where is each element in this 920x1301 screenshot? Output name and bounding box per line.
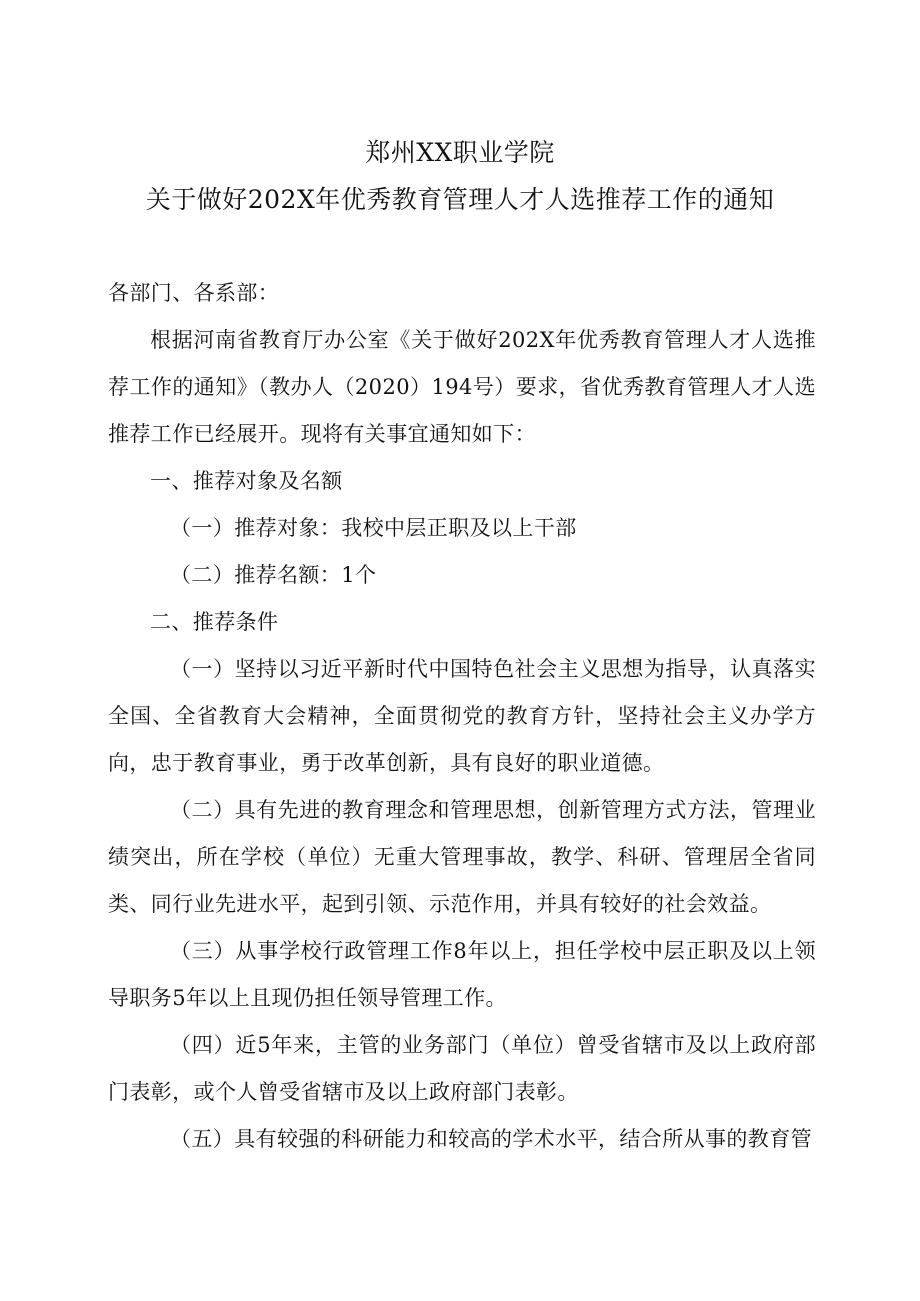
condition-2: （二）具有先进的教育理念和管理思想，创新管理方式方法，管理业绩突出，所在学校（单位）无重大管理事故，教学、科研、管理居全省同类、同行业先进水平，起到引领、示范作用，并具有较好的社会效益。: [108, 798, 816, 916]
section-heading-conditions: 二、推荐条件: [150, 610, 279, 634]
condition-3: （三）从事学校行政管理工作8年以上，担任学校中层正职及以上领导职务5年以上且现仍担任领导管理工作。: [108, 939, 816, 1010]
document-title-notice: 关于做好202X年优秀教育管理人才人选推荐工作的通知: [145, 185, 775, 214]
salutation: 各部门、各系部：: [108, 281, 280, 305]
document-body: [108, 270, 816, 1163]
paragraph-quota: （二）推荐名额：1个: [170, 563, 377, 587]
condition-5: （五）具有较强的科研能力和较高的学术水平，结合所从事的教育管: [170, 1127, 812, 1151]
condition-1: （一）坚持以习近平新时代中国特色社会主义思想为指导，认真落实全国、全省教育大会精神，全面贯彻党的教育方针，坚持社会主义办学方向，忠于教育事业，勇于改革创新，具有良好的职业道德。: [108, 657, 816, 775]
paragraph-intro: 根据河南省教育厅办公室《关于做好202X年优秀教育管理人才人选推荐工作的通知》（教办人（2020）194号）要求，省优秀教育管理人才人选推荐工作已经展开。现将有关事宜通知如下：: [108, 328, 816, 446]
paragraph-target: （一）推荐对象：我校中层正职及以上干部: [170, 516, 577, 540]
condition-4: （四）近5年来，主管的业务部门（单位）曾受省辖市及以上政府部门表彰，或个人曾受省辖市及以上政府部门表彰。: [108, 1033, 816, 1104]
document-title-school: 郑州XX职业学院: [365, 138, 555, 167]
section-heading-recommendation-target: 一、推荐对象及名额: [150, 469, 343, 493]
